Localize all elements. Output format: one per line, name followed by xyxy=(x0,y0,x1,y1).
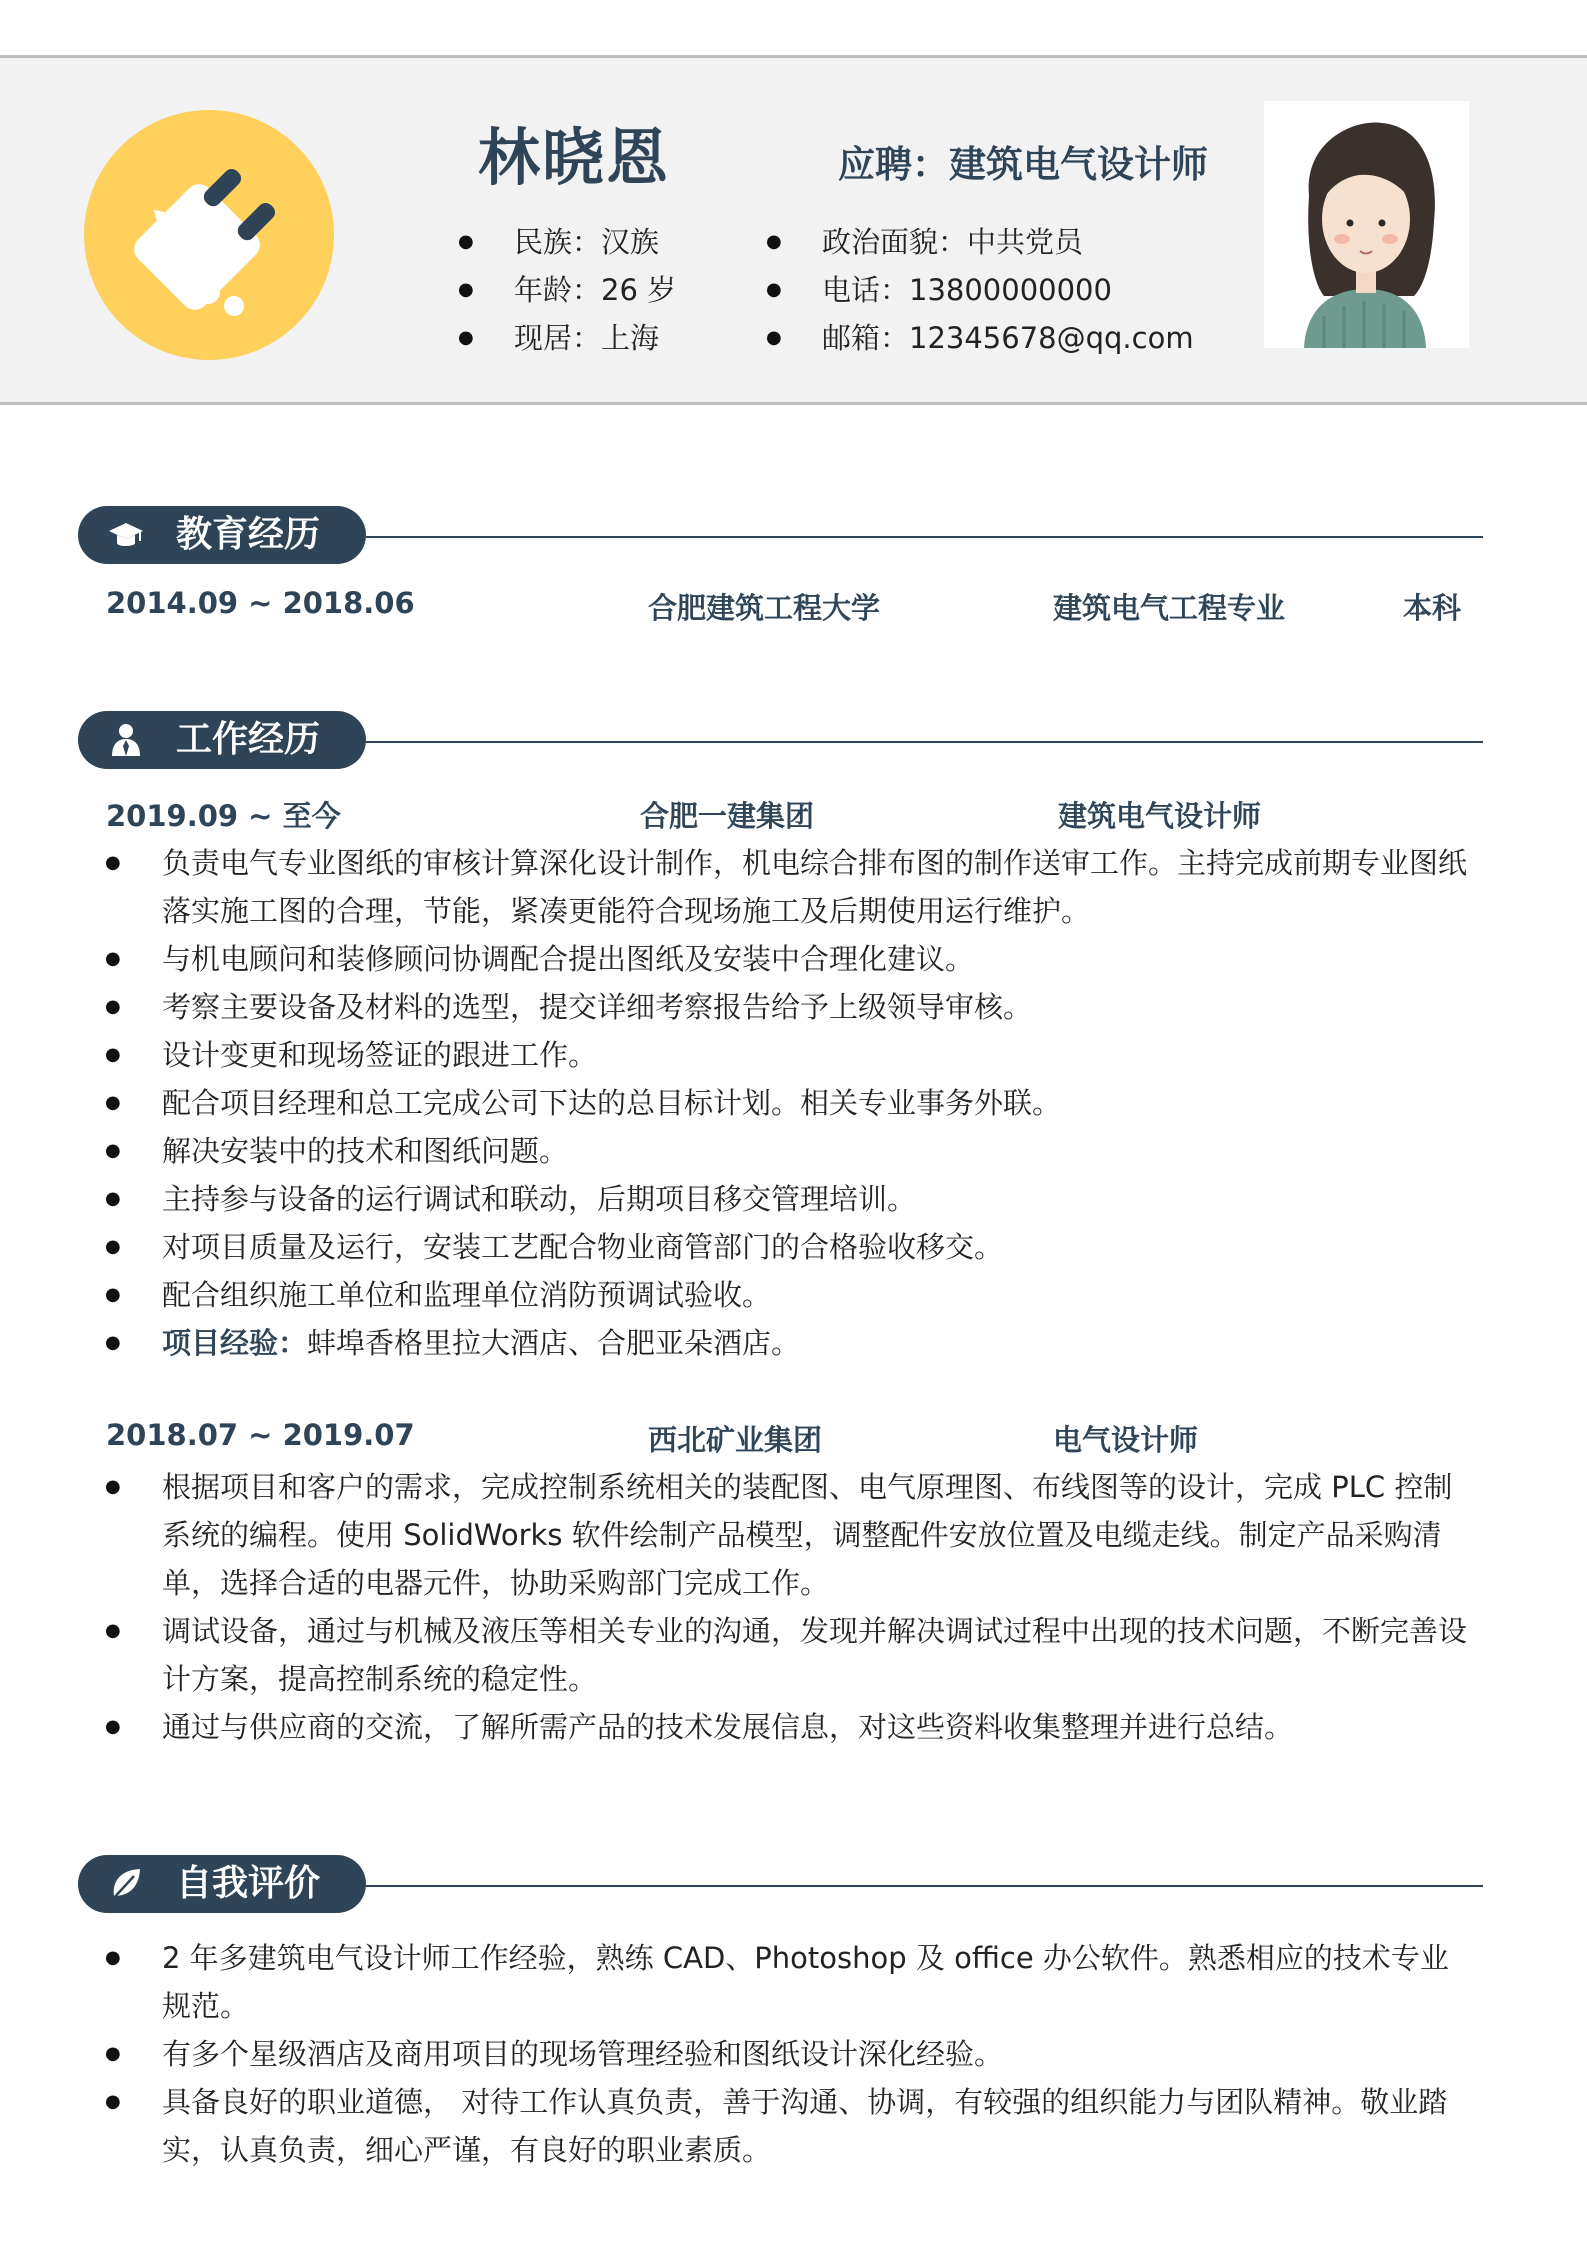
personal-info-right xyxy=(766,218,1194,362)
leaf-icon xyxy=(108,1866,144,1902)
list-item: ● 设计变更和现场签证的跟进工作。 xyxy=(105,1031,1470,1079)
job-duties-list xyxy=(105,1463,1470,1751)
project-label: 项目经验： xyxy=(162,1326,308,1360)
section-divider xyxy=(366,536,1483,538)
list-item: ● 具备良好的职业道德， 对待工作认真负责，善于沟通、协调，有较强的组织能力与团队精神。敬业踏实，认真负责，细心严谨，有良好的职业素质。 xyxy=(105,2078,1470,2174)
edu-major: 建筑电气工程专业 xyxy=(1053,591,1286,625)
job-role: 电气设计师 xyxy=(1053,1423,1199,1457)
logo-badge xyxy=(84,110,334,360)
political-status: ● 政治面貌：中共党员 xyxy=(766,218,1194,266)
list-item: ● 调试设备，通过与机械及液压等相关专业的沟通，发现并解决调试过程中出现的技术问题，不断完善设计方案，提高控制系统的稳定性。 xyxy=(105,1607,1470,1703)
edu-period: 2014.09 ~ 2018.06 xyxy=(106,586,415,620)
personal-info-left xyxy=(458,218,676,362)
job-period: 2018.07 ~ 2019.07 xyxy=(106,1418,415,1452)
section-title: 自我评价 xyxy=(176,1863,321,1904)
section-self-eval-header xyxy=(78,1855,366,1913)
section-divider xyxy=(366,741,1483,743)
list-item: ● 对项目质量及运行，安装工艺配合物业商管部门的合格验收移交。 xyxy=(105,1223,1470,1271)
applied-position: 应聘：建筑电气设计师 xyxy=(838,143,1208,186)
list-item: ● 2 年多建筑电气设计师工作经验，熟练 CAD、Photoshop 及 office 办公软件。熟悉相应的技术专业规范。 xyxy=(105,1934,1470,2030)
list-item: ● 与机电顾问和装修顾问协调配合提出图纸及安装中合理化建议。 xyxy=(105,935,1470,983)
edu-degree: 本科 xyxy=(1403,591,1462,625)
candidate-name: 林晓恩 xyxy=(478,121,671,194)
section-divider xyxy=(366,1885,1483,1887)
project-experience xyxy=(105,1319,1470,1367)
list-item: ● 有多个星级酒店及商用项目的现场管理经验和图纸设计深化经验。 xyxy=(105,2030,1470,2078)
section-title: 工作经历 xyxy=(176,719,321,760)
plug-icon xyxy=(84,110,334,360)
avatar xyxy=(1264,101,1469,348)
person-icon xyxy=(108,722,144,758)
section-education-header xyxy=(78,506,366,564)
section-title: 教育经历 xyxy=(176,514,321,555)
job-period: 2019.09 ~ 至今 xyxy=(106,799,341,833)
project-text: 蚌埠香格里拉大酒店、合肥亚朵酒店。 xyxy=(307,1326,801,1360)
graduation-cap-icon xyxy=(108,517,144,553)
job-company: 西北矿业集团 xyxy=(648,1423,823,1457)
self-eval-list xyxy=(105,1934,1470,2174)
job-duties-list xyxy=(105,839,1470,1367)
list-item: ● 通过与供应商的交流，了解所需产品的技术发展信息，对这些资料收集整理并进行总结。 xyxy=(105,1703,1470,1751)
email: ● 邮箱：12345678@qq.com xyxy=(766,314,1194,362)
job-company: 合肥一建集团 xyxy=(640,799,815,833)
list-item: ● 主持参与设备的运行调试和联动，后期项目移交管理培训。 xyxy=(105,1175,1470,1223)
list-item: ● 负责电气专业图纸的审核计算深化设计制作，机电综合排布图的制作送审工作。主持完成前期专业图纸落实施工图的合理，节能，紧凑更能符合现场施工及后期使用运行维护。 xyxy=(105,839,1470,935)
list-item: ● 考察主要设备及材料的选型，提交详细考察报告给予上级领导审核。 xyxy=(105,983,1470,1031)
residence: ● 现居：上海 xyxy=(458,314,676,362)
list-item: ● 配合组织施工单位和监理单位消防预调试验收。 xyxy=(105,1271,1470,1319)
list-item: ● 解决安装中的技术和图纸问题。 xyxy=(105,1127,1470,1175)
edu-school: 合肥建筑工程大学 xyxy=(648,591,881,625)
age: ● 年龄：26 岁 xyxy=(458,266,676,314)
list-item: ● 配合项目经理和总工完成公司下达的总目标计划。相关专业事务外联。 xyxy=(105,1079,1470,1127)
phone: ● 电话：13800000000 xyxy=(766,266,1194,314)
ethnicity: ● 民族：汉族 xyxy=(458,218,676,266)
job-role: 建筑电气设计师 xyxy=(1058,799,1262,833)
section-work-header xyxy=(78,711,366,769)
list-item: ● 根据项目和客户的需求，完成控制系统相关的装配图、电气原理图、布线图等的设计，完成 PLC 控制系统的编程。使用 SolidWorks 软件绘制产品模型，调整配件安放位置及电缆走线。制定产品采购清单，选择合适的电器元件，协助采购部门完成工作。 xyxy=(105,1463,1470,1607)
